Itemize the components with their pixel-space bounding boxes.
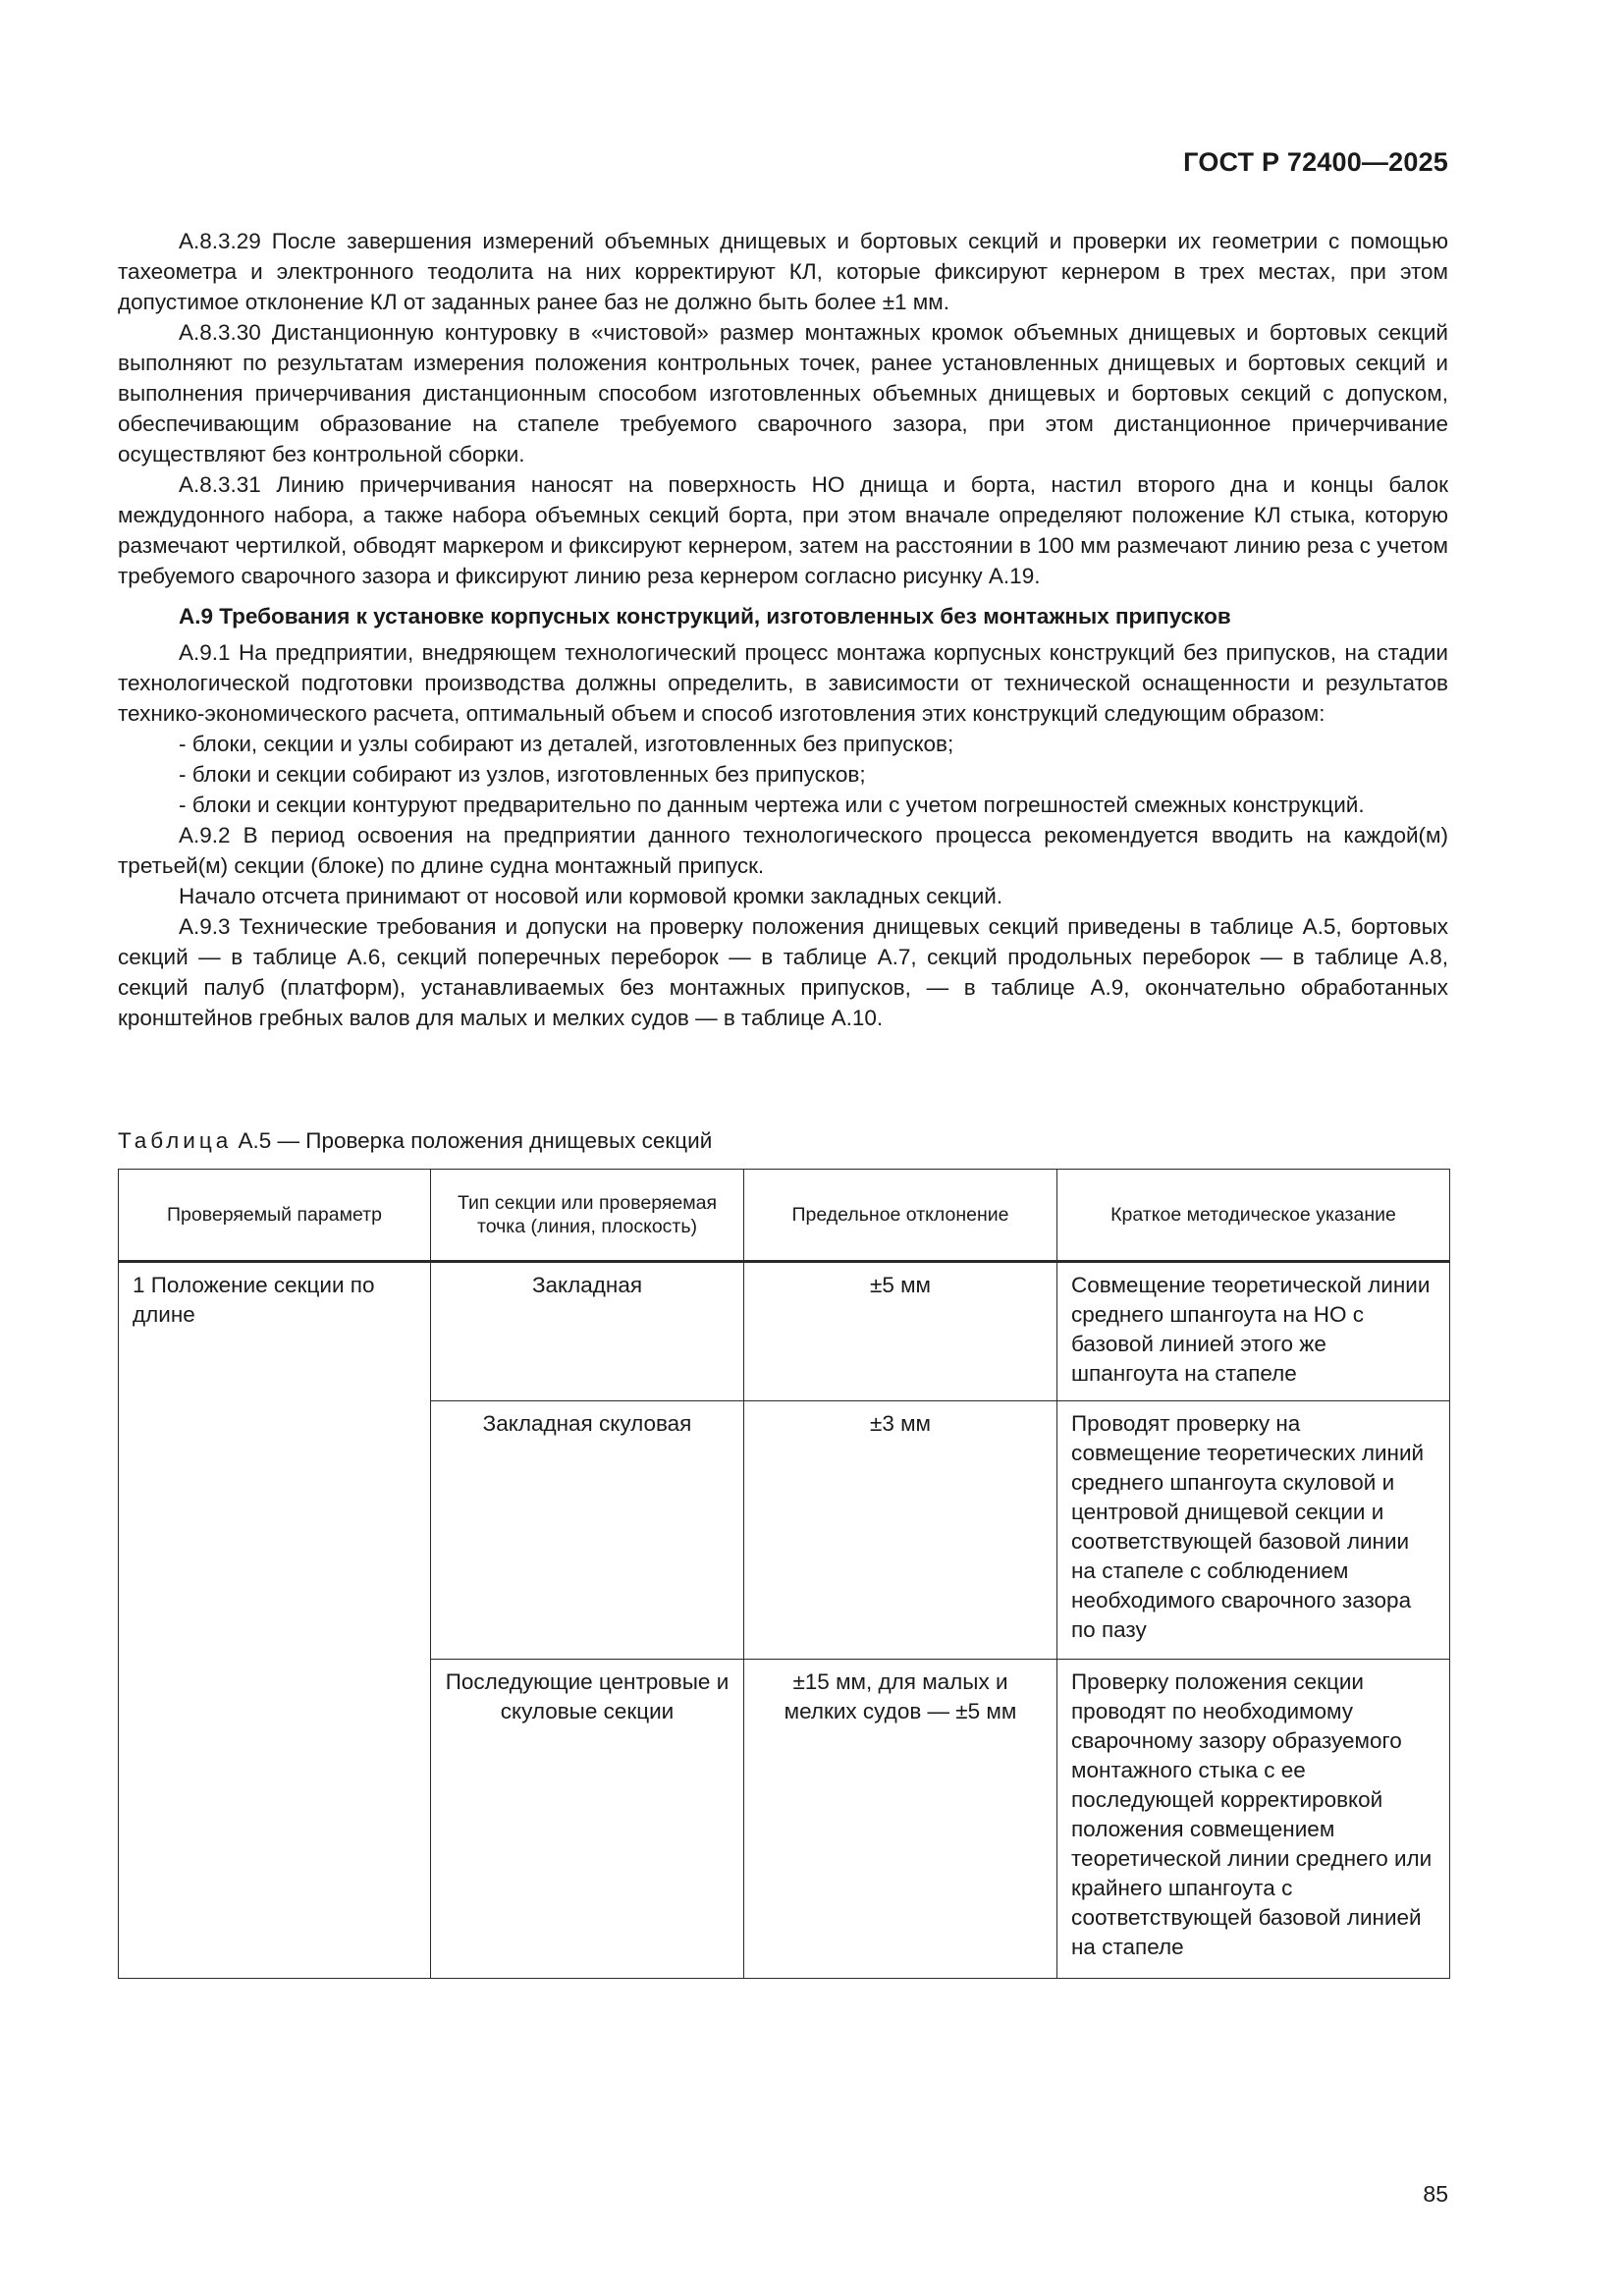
table-cell-type: Последующие центровые и скуловые секции <box>431 1660 744 1979</box>
section-heading-a9: А.9 Требования к установке корпусных конструкций, изготовленных без монтажных припусков <box>179 604 1231 629</box>
body-text <box>118 226 1448 1033</box>
list-item: - блоки и секции контуруют предварительно по данным чертежа или с учетом погрешностей смежных конструкций. <box>179 793 1365 817</box>
table-caption-word: Таблица <box>118 1128 233 1153</box>
list-item: - блоки и секции собирают из узлов, изготовленных без припусков; <box>179 762 866 787</box>
paragraph-a-9-3: А.9.3 Технические требования и допуски на проверку положения днищевых секций приведены в таблице А.5, бортовых секций — в таблице А.6, секций поперечных переборок — в таблице А.7, секций продольных переборок — в таблице А.8, секций палуб (платформ), устанавливаемых без монтажных припусков, — в таблице А.9, окончательно обработанных кронштейнов гребных валов для малых и мелких судов — в таблице А.10. <box>118 914 1448 1030</box>
paragraph-a-9-2: А.9.2 В период освоения на предприятии данного технологического процесса рекомендуется вводить на каждой(м) третьей(м) секции (блоке) по длине судна монтажный припуск. <box>118 823 1448 878</box>
column-header: Предельное отклонение <box>744 1170 1057 1262</box>
table-cell-type: Закладная <box>431 1262 744 1401</box>
table-cell-type: Закладная скуловая <box>431 1401 744 1660</box>
table-cell-deviation: ±3 мм <box>744 1401 1057 1660</box>
paragraph-a-9-1: А.9.1 На предприятии, внедряющем технологический процесс монтажа корпусных конструкций без припусков, на стадии технологической подготовки производства должны определить, в зависимости от технической оснащенности и результатов технико-экономического расчета, оптимальный объем и способ изготовления этих конструкций следующим образом: <box>118 640 1448 726</box>
table-cell-deviation: ±5 мм <box>744 1262 1057 1401</box>
table-row <box>119 1262 1450 1401</box>
table-cell-note: Проверку положения секции проводят по необходимому сварочному зазору образуемого монтажного стыка с ее последующей корректировкой положения совмещением теоретической линии среднего или крайнего шпангоута с соответствующей базовой линией на стапеле <box>1057 1660 1450 1979</box>
table-cell-param: 1 Положение секции по длине <box>119 1262 431 1979</box>
column-header: Тип секции или проверяемая точка (линия, плоскость) <box>431 1170 744 1262</box>
paragraph-a-8-3-31: А.8.3.31 Линию причерчивания наносят на поверхность НО днища и борта, настил второго дна и концы балок междудонного набора, а также набора объемных секций борта, при этом вначале определяют положение КЛ стыка, которую размечают чертилкой, обводят маркером и фиксируют кернером, затем на расстоянии в 100 мм размечают линию реза с учетом требуемого сварочного зазора и фиксируют линию реза кернером согласно рисунку А.19. <box>118 472 1448 588</box>
table-cell-deviation: ±15 мм, для малых и мелких судов — ±5 мм <box>744 1660 1057 1979</box>
table-cell-note: Совмещение теоретической линии среднего шпангоута на НО с базовой линией этого же шпангоута на стапеле <box>1057 1262 1450 1401</box>
table-caption <box>118 1126 712 1156</box>
list-item: - блоки, секции и узлы собирают из деталей, изготовленных без припусков; <box>179 732 954 756</box>
paragraph-a-8-3-30: А.8.3.30 Дистанционную контуровку в «чистовой» размер монтажных кромок объемных днищевых и бортовых секций выполняют по результатам измерения положения контрольных точек, ранее установленных днищевых и бортовых секций и выполнения причерчивания дистанционным способом изготовленных объемных днищевых и бортовых секций с допуском, обеспечивающим образование на стапеле требуемого сварочного зазора, при этом дистанционное причерчивание осуществляют без контрольной сборки. <box>118 320 1448 466</box>
column-header: Проверяемый параметр <box>119 1170 431 1262</box>
column-header: Краткое методическое указание <box>1057 1170 1450 1262</box>
paragraph-a-9-2-continued: Начало отсчета принимают от носовой или кормовой кромки закладных секций. <box>179 884 1003 908</box>
table-caption-title: А.5 — Проверка положения днищевых секций <box>238 1128 713 1153</box>
page-number: 85 <box>1423 2181 1448 2207</box>
table-header-row <box>119 1170 1450 1262</box>
table-cell-note: Проводят проверку на совмещение теоретических линий среднего шпангоута скуловой и центровой днищевой секции и соответствующей базовой линии на стапеле с соблюдением необходимого сварочного зазора по пазу <box>1057 1401 1450 1660</box>
document-code: ГОСТ Р 72400—2025 <box>1183 147 1448 177</box>
paragraph-a-8-3-29: А.8.3.29 После завершения измерений объемных днищевых и бортовых секций и проверки их геометрии с помощью тахеометра и электронного теодолита на них корректируют КЛ, которые фиксируют кернером в трех местах, при этом допустимое отклонение КЛ от заданных ранее баз не должно быть более ±1 мм. <box>118 229 1448 314</box>
table-a5 <box>118 1169 1450 1979</box>
